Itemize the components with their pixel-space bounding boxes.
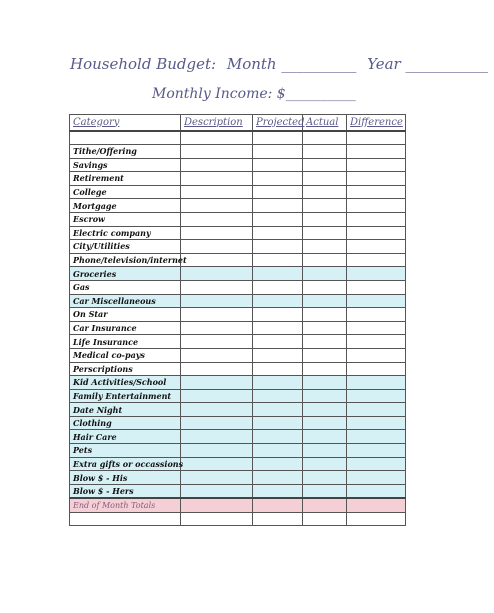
description-cell[interactable] xyxy=(181,321,253,335)
difference-cell[interactable] xyxy=(347,498,406,512)
category-cell: Blow $ - Hers xyxy=(70,484,181,498)
description-cell[interactable] xyxy=(181,362,253,376)
projected-cell[interactable] xyxy=(253,403,303,417)
monthly-income-line: Monthly Income: $__________ xyxy=(152,86,356,102)
budget-title-line xyxy=(70,55,488,77)
table-row xyxy=(70,376,406,390)
category-cell: Car Miscellaneous xyxy=(70,294,181,308)
description-cell[interactable] xyxy=(181,253,253,267)
projected-cell[interactable] xyxy=(253,362,303,376)
description-cell[interactable] xyxy=(181,430,253,444)
projected-cell[interactable] xyxy=(253,321,303,335)
category-cell: Blow $ - His xyxy=(70,471,181,485)
difference-cell[interactable] xyxy=(347,226,406,240)
category-cell: Tithe/Offering xyxy=(70,145,181,159)
actual-cell[interactable] xyxy=(303,376,347,390)
category-cell: Groceries xyxy=(70,267,181,281)
actual-cell[interactable] xyxy=(303,498,347,512)
actual-cell[interactable] xyxy=(303,444,347,458)
description-cell[interactable] xyxy=(181,444,253,458)
projected-cell[interactable] xyxy=(253,498,303,512)
description-cell[interactable] xyxy=(181,131,253,145)
category-cell: Clothing xyxy=(70,416,181,430)
difference-cell[interactable] xyxy=(347,376,406,390)
actual-cell[interactable] xyxy=(303,172,347,186)
difference-cell[interactable] xyxy=(347,444,406,458)
difference-cell[interactable] xyxy=(347,253,406,267)
actual-cell[interactable] xyxy=(303,294,347,308)
actual-cell[interactable] xyxy=(303,240,347,254)
projected-cell[interactable] xyxy=(253,484,303,498)
projected-cell[interactable] xyxy=(253,348,303,362)
table-row xyxy=(70,145,406,159)
description-cell[interactable] xyxy=(181,267,253,281)
table-row xyxy=(70,308,406,322)
table-row xyxy=(70,348,406,362)
actual-cell[interactable] xyxy=(303,131,347,145)
projected-cell[interactable] xyxy=(253,212,303,226)
difference-cell[interactable] xyxy=(347,185,406,199)
actual-cell[interactable] xyxy=(303,226,347,240)
actual-cell[interactable] xyxy=(303,403,347,417)
year-field-label: Year ___________ xyxy=(367,55,488,73)
table-row xyxy=(70,199,406,213)
budget-table xyxy=(69,114,406,526)
month-field-label: Month __________ xyxy=(226,55,357,73)
projected-cell[interactable] xyxy=(253,294,303,308)
category-cell xyxy=(70,131,181,145)
difference-cell[interactable] xyxy=(347,280,406,294)
table-row xyxy=(70,267,406,281)
category-cell: Escrow xyxy=(70,212,181,226)
table-header-row xyxy=(70,115,406,132)
table-row xyxy=(70,212,406,226)
description-cell[interactable] xyxy=(181,212,253,226)
table-row xyxy=(70,513,406,526)
actual-cell[interactable] xyxy=(303,335,347,349)
actual-cell[interactable] xyxy=(303,212,347,226)
column-header-projected: Projected xyxy=(253,115,303,132)
column-header-category: Category xyxy=(70,115,181,132)
difference-cell[interactable] xyxy=(347,321,406,335)
category-cell: College xyxy=(70,185,181,199)
description-cell[interactable] xyxy=(181,498,253,512)
category-cell: Retirement xyxy=(70,172,181,186)
column-header-difference: Difference xyxy=(347,115,406,132)
category-cell: Pets xyxy=(70,444,181,458)
difference-cell[interactable] xyxy=(347,348,406,362)
projected-cell[interactable] xyxy=(253,389,303,403)
table-row xyxy=(70,430,406,444)
description-cell[interactable] xyxy=(181,376,253,390)
category-cell: Mortgage xyxy=(70,199,181,213)
actual-cell[interactable] xyxy=(303,484,347,498)
projected-cell[interactable] xyxy=(253,240,303,254)
description-cell[interactable] xyxy=(181,172,253,186)
description-cell[interactable] xyxy=(181,158,253,172)
description-cell[interactable] xyxy=(181,457,253,471)
category-cell: Car Insurance xyxy=(70,321,181,335)
difference-cell[interactable] xyxy=(347,416,406,430)
projected-cell[interactable] xyxy=(253,416,303,430)
category-cell: Life Insurance xyxy=(70,335,181,349)
table-row xyxy=(70,403,406,417)
table-row xyxy=(70,321,406,335)
category-cell: City/Utilities xyxy=(70,240,181,254)
projected-cell[interactable] xyxy=(253,145,303,159)
difference-cell[interactable] xyxy=(347,484,406,498)
projected-cell[interactable] xyxy=(253,185,303,199)
category-cell: Date Night xyxy=(70,403,181,417)
actual-cell[interactable] xyxy=(303,457,347,471)
actual-cell[interactable] xyxy=(303,416,347,430)
category-cell: Kid Activities/School xyxy=(70,376,181,390)
projected-cell[interactable] xyxy=(253,172,303,186)
projected-cell[interactable] xyxy=(253,267,303,281)
description-cell[interactable] xyxy=(181,348,253,362)
difference-cell[interactable] xyxy=(347,145,406,159)
table-row xyxy=(70,131,406,145)
table-row xyxy=(70,335,406,349)
projected-cell[interactable] xyxy=(253,158,303,172)
description-cell[interactable] xyxy=(181,294,253,308)
description-cell[interactable] xyxy=(181,199,253,213)
actual-cell[interactable] xyxy=(303,280,347,294)
category-cell: Medical co-pays xyxy=(70,348,181,362)
category-cell: On Star xyxy=(70,308,181,322)
actual-cell[interactable] xyxy=(303,145,347,159)
actual-cell[interactable] xyxy=(303,253,347,267)
difference-cell[interactable] xyxy=(347,158,406,172)
budget-title: Household Budget: xyxy=(70,55,217,73)
budget-table-body xyxy=(70,131,406,526)
actual-cell[interactable] xyxy=(303,362,347,376)
description-cell[interactable] xyxy=(181,389,253,403)
projected-cell[interactable] xyxy=(253,131,303,145)
table-row xyxy=(70,240,406,254)
projected-cell[interactable] xyxy=(253,513,303,526)
actual-cell[interactable] xyxy=(303,158,347,172)
description-cell[interactable] xyxy=(181,280,253,294)
table-row xyxy=(70,280,406,294)
difference-cell[interactable] xyxy=(347,471,406,485)
table-row xyxy=(70,362,406,376)
table-row xyxy=(70,226,406,240)
category-cell: Gas xyxy=(70,280,181,294)
actual-cell[interactable] xyxy=(303,185,347,199)
description-cell[interactable] xyxy=(181,240,253,254)
actual-cell[interactable] xyxy=(303,430,347,444)
description-cell[interactable] xyxy=(181,145,253,159)
projected-cell[interactable] xyxy=(253,471,303,485)
projected-cell[interactable] xyxy=(253,335,303,349)
description-cell[interactable] xyxy=(181,471,253,485)
actual-cell[interactable] xyxy=(303,199,347,213)
description-cell[interactable] xyxy=(181,403,253,417)
difference-cell[interactable] xyxy=(347,513,406,526)
difference-cell[interactable] xyxy=(347,199,406,213)
actual-cell[interactable] xyxy=(303,308,347,322)
description-cell[interactable] xyxy=(181,513,253,526)
table-row xyxy=(70,158,406,172)
table-row xyxy=(70,253,406,267)
difference-cell[interactable] xyxy=(347,267,406,281)
projected-cell[interactable] xyxy=(253,376,303,390)
description-cell[interactable] xyxy=(181,185,253,199)
difference-cell[interactable] xyxy=(347,335,406,349)
projected-cell[interactable] xyxy=(253,457,303,471)
category-cell: End of Month Totals xyxy=(70,498,181,512)
description-cell[interactable] xyxy=(181,335,253,349)
column-header-description: Description xyxy=(181,115,253,132)
difference-cell[interactable] xyxy=(347,430,406,444)
projected-cell[interactable] xyxy=(253,253,303,267)
actual-cell[interactable] xyxy=(303,267,347,281)
projected-cell[interactable] xyxy=(253,280,303,294)
category-cell: Savings xyxy=(70,158,181,172)
table-row xyxy=(70,416,406,430)
difference-cell[interactable] xyxy=(347,172,406,186)
table-row xyxy=(70,185,406,199)
table-row xyxy=(70,389,406,403)
description-cell[interactable] xyxy=(181,226,253,240)
table-row xyxy=(70,471,406,485)
projected-cell[interactable] xyxy=(253,444,303,458)
difference-cell[interactable] xyxy=(347,403,406,417)
category-cell: Family Entertainment xyxy=(70,389,181,403)
actual-cell[interactable] xyxy=(303,513,347,526)
difference-cell[interactable] xyxy=(347,389,406,403)
table-row xyxy=(70,444,406,458)
actual-cell[interactable] xyxy=(303,321,347,335)
category-cell: Hair Care xyxy=(70,430,181,444)
description-cell[interactable] xyxy=(181,308,253,322)
table-row xyxy=(70,484,406,498)
category-cell: Phone/television/internet xyxy=(70,253,181,267)
difference-cell[interactable] xyxy=(347,308,406,322)
category-cell: Extra gifts or occassions xyxy=(70,457,181,471)
projected-cell[interactable] xyxy=(253,199,303,213)
table-row xyxy=(70,294,406,308)
category-cell: Perscriptions xyxy=(70,362,181,376)
actual-cell[interactable] xyxy=(303,389,347,403)
difference-cell[interactable] xyxy=(347,212,406,226)
projected-cell[interactable] xyxy=(253,430,303,444)
description-cell[interactable] xyxy=(181,484,253,498)
difference-cell[interactable] xyxy=(347,240,406,254)
projected-cell[interactable] xyxy=(253,226,303,240)
description-cell[interactable] xyxy=(181,416,253,430)
column-header-actual: Actual xyxy=(303,115,347,132)
difference-cell[interactable] xyxy=(347,457,406,471)
category-cell: Electric company xyxy=(70,226,181,240)
table-row xyxy=(70,172,406,186)
difference-cell[interactable] xyxy=(347,294,406,308)
table-row xyxy=(70,498,406,512)
difference-cell[interactable] xyxy=(347,131,406,145)
table-row xyxy=(70,457,406,471)
category-cell xyxy=(70,513,181,526)
projected-cell[interactable] xyxy=(253,308,303,322)
difference-cell[interactable] xyxy=(347,362,406,376)
actual-cell[interactable] xyxy=(303,471,347,485)
actual-cell[interactable] xyxy=(303,348,347,362)
